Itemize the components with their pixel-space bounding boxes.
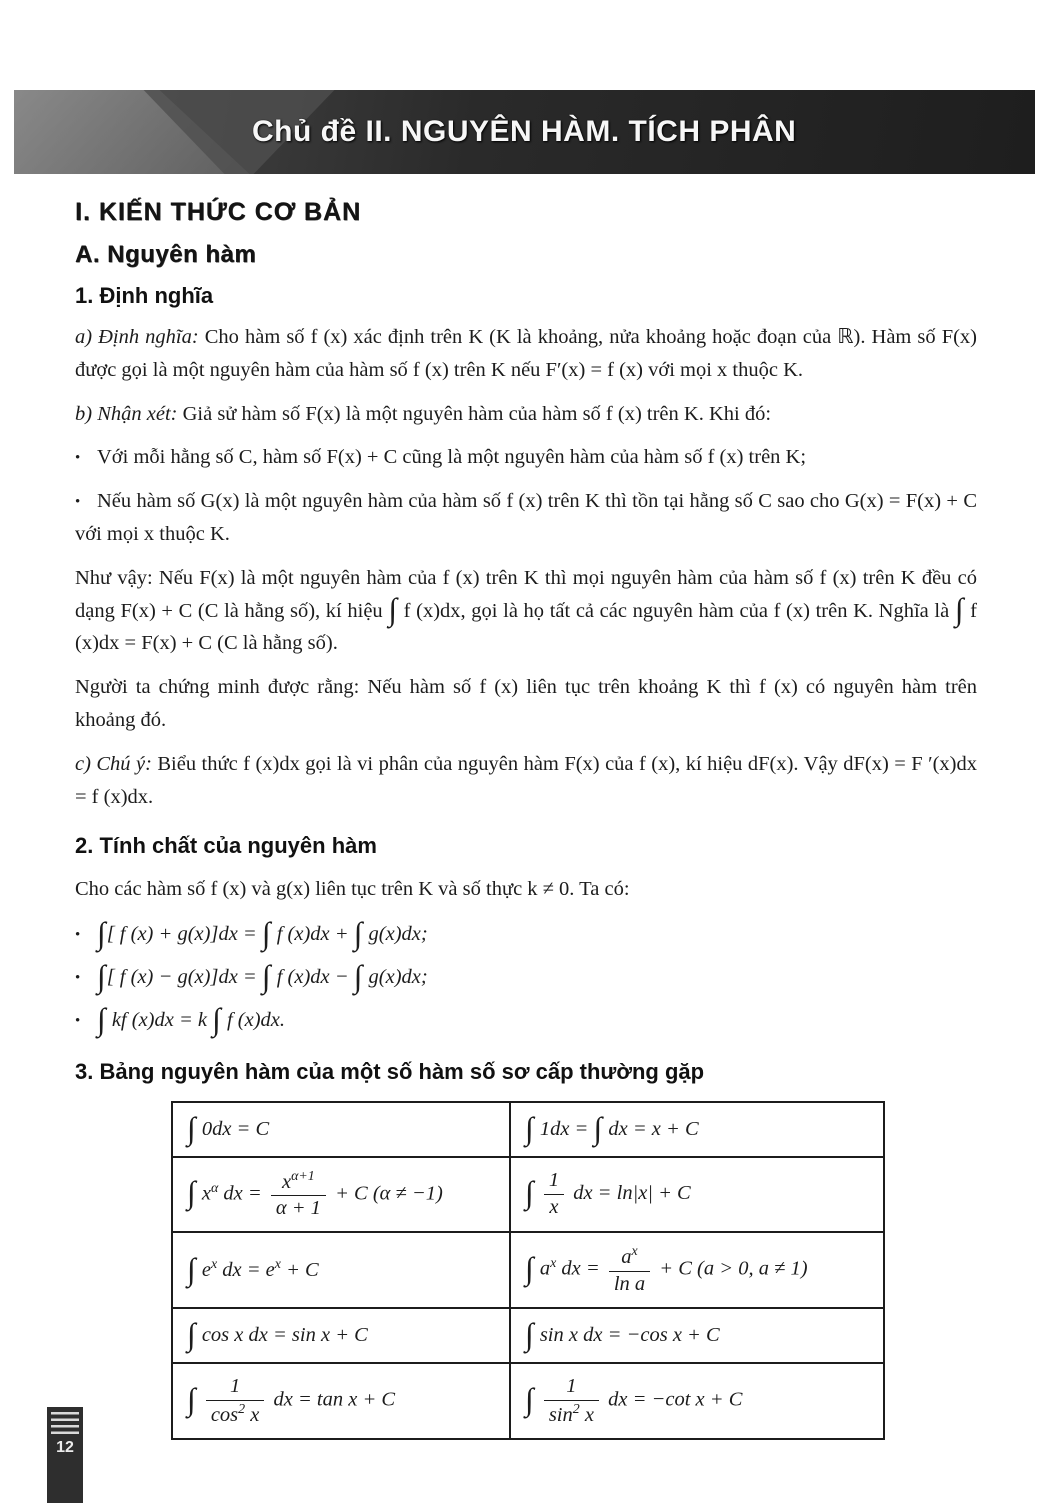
paragraph-remark-b: [75, 398, 977, 431]
formula-cell: ∫ $a^x$ dx = $\frac{a^x}{\text{ln a}}$ + C (a > 0, a ≠ 1): [510, 1232, 884, 1308]
formula-cell: ∫ $\frac{1}{\sin^2 x}$ dx = −cot x + C: [510, 1363, 884, 1439]
bullet-icon: •: [75, 927, 81, 944]
formula-cell: ∫ $x^\alpha$ dx = $\frac{x^{\alpha+1}}{\alpha + 1}$ + C (α ≠ −1): [172, 1157, 510, 1233]
table-row: [172, 1157, 884, 1233]
paragraph-text: Biểu thức f (x)dx gọi là vi phân của nguyên hàm F(x) của f (x), kí hiệu dF(x). Vậy dF(x) = F ′(x)dx = f (x)dx.: [75, 752, 977, 808]
formula: ∫ kf (x)dx = k ∫ f (x)dx.: [97, 1001, 286, 1037]
heading-properties: 2. Tính chất của nguyên hàm: [75, 833, 377, 859]
bullet-icon: •: [75, 1012, 81, 1029]
paragraph-definition-a: [75, 321, 977, 387]
heading-definition: 1. Định nghĩa: [75, 283, 214, 308]
formula-cell: ∫ $\frac{1}{x}$ dx = ln|x| + C: [510, 1157, 884, 1233]
table-row: [172, 1232, 884, 1308]
table-row: [172, 1102, 884, 1157]
property-formula-line: [75, 917, 977, 953]
bullet-text: Với mỗi hằng số C, hàm số F(x) + C cũng là một nguyên hàm của hàm số f (x) trên K;: [97, 446, 807, 469]
paragraph-nguoi-ta: Người ta chứng minh được rằng: Nếu hàm số f (x) liên tục trên khoảng K thì f (x) có nguyên hàm trên khoảng đó.: [75, 676, 977, 731]
page-content: [75, 198, 977, 1440]
bullet-item: [75, 441, 977, 474]
paragraph-lead: b) Nhận xét:: [75, 402, 178, 425]
page-number: 12: [56, 1439, 74, 1456]
formula: ∫[ f (x) − g(x)]dx = ∫ f (x)dx − ∫ g(x)dx;: [97, 958, 428, 994]
formula-cell: ∫ cos x dx = sin x + C: [172, 1308, 510, 1363]
page-number-tab: [47, 1407, 83, 1503]
paragraph-nhu-vay: Như vậy: Nếu F(x) là một nguyên hàm của f (x) trên K thì mọi nguyên hàm của hàm số f (x) trên K đều có dạng F(x) + C (C là hằng số), kí hiệu ∫ f (x)dx, gọi là họ tất cả các nguyên hàm của f (x) trên K. Nghĩa là ∫ f (x)dx = F(x) + C (C là hằng số).: [75, 566, 978, 655]
chapter-banner: [14, 90, 1035, 174]
formula-cell: ∫ $\frac{1}{\cos^2 x}$ dx = tan x + C: [172, 1363, 510, 1439]
formula-cell: ∫ sin x dx = −cos x + C: [510, 1308, 884, 1363]
paragraph-text: Giả sử hàm số F(x) là một nguyên hàm của hàm số f (x) trên K. Khi đó:: [177, 402, 772, 425]
paragraph-note-c: [75, 748, 977, 814]
property-formula-line: [75, 960, 977, 996]
bullet-icon: •: [75, 450, 81, 467]
formula-cell: ∫ $e^x$ dx = $e^x + C$: [172, 1232, 510, 1308]
formula-cell: ∫ 1dx = ∫ dx = x + C: [510, 1102, 884, 1157]
section-heading-antiderivative: A. Nguyên hàm: [75, 241, 257, 268]
antiderivative-table: [171, 1101, 885, 1440]
property-formula-line: [75, 1003, 977, 1039]
formula-cell: ∫ 0dx = C: [172, 1102, 510, 1157]
paragraph-lead: a) Định nghĩa:: [75, 326, 199, 348]
section-heading-basic-knowledge: I. KIẾN THỨC CƠ BẢN: [75, 198, 362, 226]
heading-table: 3. Bảng nguyên hàm của một số hàm số sơ cấp thường gặp: [75, 1058, 705, 1084]
bullet-icon: •: [75, 970, 81, 987]
bullet-icon: •: [75, 494, 81, 511]
paragraph-properties-intro: Cho các hàm số f (x) và g(x) liên tục trên K và số thực k ≠ 0. Ta có:: [75, 878, 630, 901]
bullet-item: [75, 485, 977, 551]
paragraph-lead: c) Chú ý:: [75, 752, 152, 775]
paragraph-text: Cho hàm số f (x) xác định trên K (K là khoảng, nửa khoảng hoặc đoạn của ℝ). Hàm số F(x) được gọi là một nguyên hàm của hàm số f (x) trên K nếu F′(x) = f (x) với mọi x thuộc K.: [75, 326, 977, 381]
bullet-text: Nếu hàm số G(x) là một nguyên hàm của hàm số f (x) trên K thì tồn tại hằng số C sao cho G(x) = F(x) + C với mọi x thuộc K.: [75, 490, 977, 545]
chapter-title: Chủ đề II. NGUYÊN HÀM. TÍCH PHÂN: [252, 115, 797, 148]
table-row: [172, 1363, 884, 1439]
stripes-icon: [51, 1412, 79, 1436]
formula: ∫[ f (x) + g(x)]dx = ∫ f (x)dx + ∫ g(x)dx;: [97, 915, 428, 951]
table-row: [172, 1308, 884, 1363]
